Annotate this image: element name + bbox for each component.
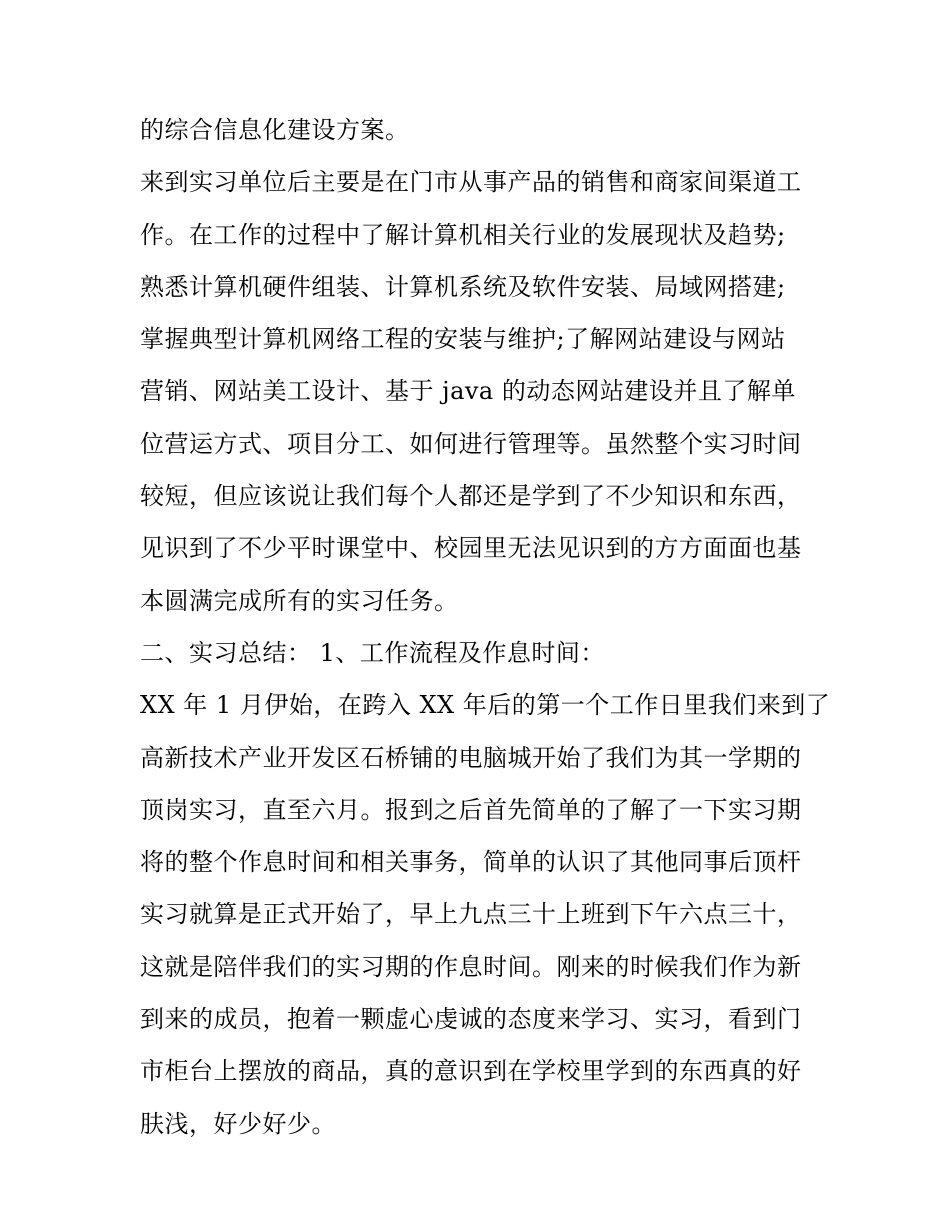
text-line: 实习就算是正式开始了，早上九点三十上班到下午六点三十，: [140, 900, 802, 929]
text-line: 的综合信息化建设方案。: [140, 116, 410, 144]
text-line: 来到实习单位后主要是在门市从事产品的销售和商家间渠道工: [140, 168, 802, 197]
text-line: 顶岗实习，直至六月。报到之后首先简单的了解了一下实习期: [140, 795, 802, 824]
text-line: 位营运方式、项目分工、如何进行管理等。虽然整个实习时间: [140, 429, 802, 458]
section-heading: 二、实习总结： 1、工作流程及作息时间：: [140, 638, 605, 667]
document-body: [140, 104, 831, 1150]
text-line: 见识到了不少平时课堂中、校园里无法见识到的方方面面也基: [140, 534, 802, 563]
text-line: 营销、网站美工设计、基于 java 的动态网站建设并且了解单: [140, 377, 796, 406]
text-line: XX 年 1 月伊始，在跨入 XX 年后的第一个工作日里我们来到了: [140, 691, 831, 720]
text-line: 将的整个作息时间和相关事务，简单的认识了其他同事后顶杆: [140, 848, 802, 877]
text-line: 作。在工作的过程中了解计算机相关行业的发展现状及趋势;: [140, 220, 786, 249]
text-line: 熟悉计算机硬件组装、计算机系统及软件安装、局域网搭建;: [140, 272, 786, 301]
text-line: 较短，但应该说让我们每个人都还是学到了不少知识和东西，: [140, 482, 802, 511]
text-line: 本圆满完成所有的实习任务。: [140, 586, 459, 615]
text-line: 肤浅，好少好少。: [140, 1109, 336, 1138]
text-line: 这就是陪伴我们的实习期的作息时间。刚来的时候我们作为新: [140, 952, 802, 981]
text-line: 市柜台上摆放的商品，真的意识到在学校里学到的东西真的好: [140, 1057, 802, 1086]
text-line: 到来的成员，抱着一颗虚心虔诚的态度来学习、实习，看到门: [140, 1005, 802, 1034]
text-line: 掌握典型计算机网络工程的安装与维护;了解网站建设与网站: [140, 325, 786, 354]
text-line: 高新技术产业开发区石桥铺的电脑城开始了我们为其一学期的: [140, 743, 802, 772]
